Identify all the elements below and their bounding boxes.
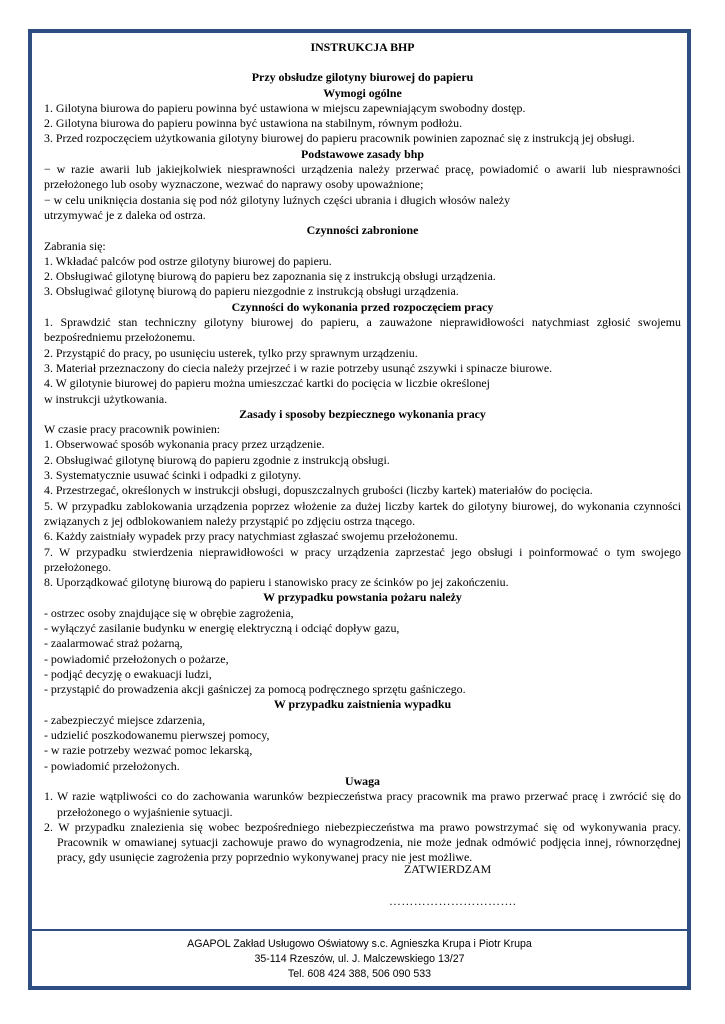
- document-title: INSTRUKCJA BHP: [310, 40, 415, 54]
- list-item: w instrukcji użytkowania.: [44, 391, 168, 406]
- list-item: 6. Każdy zaistniały wypadek przy pracy natychmiast zgłaszać swojemu przełożonemu.: [44, 529, 458, 544]
- list-item: - zabezpieczyć miejsce zdarzenia,: [44, 712, 206, 727]
- list-item: - ostrzec osoby znajdujące się w obrębie zagrożenia,: [44, 605, 294, 620]
- approval-label: ZATWIERDZAM: [404, 862, 492, 876]
- list-item: 4. Przestrzegać, określonych w instrukcji obsługi, dopuszczalnych grubości (liczby kartek) materiałów do pocięcia.: [44, 483, 593, 498]
- list-item: 2. Gilotyna biurowa do papieru powinna być ustawiona na stabilnym, równym podłożu.: [44, 116, 463, 131]
- footer-address: 35-114 Rzeszów, ul. J. Malczewskiego 13/27: [254, 953, 465, 966]
- document-body: [44, 40, 681, 908]
- list-item: 2. Obsługiwać gilotynę biurową do papieru zgodnie z instrukcją obsługi.: [44, 452, 390, 467]
- list-item: 1. W razie wątpliwości co do zachowania warunków bezpieczeństwa pracy pracownik ma prawo przerwać pracę i zwrócić się do przełożonego o wyjaśnienie sytuacji.: [44, 789, 681, 819]
- list-item: 5. W przypadku zablokowania urządzenia poprzez włożenie za dużej liczby kartek do gilotyny biurowej, do wykonania czynności związanych z jej odblokowaniem należy przystąpić po zdjęciu ostrza tnącego.: [44, 498, 681, 528]
- list-item: 2. Przystąpić do pracy, po usunięciu usterek, tylko przy sprawnym urządzeniu.: [44, 345, 418, 360]
- section-heading: Czynności zabronione: [306, 223, 419, 238]
- list-item: - podjąć decyzję o ewakuacji ludzi,: [44, 666, 212, 681]
- list-item: 4. W gilotynie biurowej do papieru można umieszczać kartki do pocięcia w liczbie określonej: [44, 376, 490, 391]
- list-item: 8. Uporządkować gilotynę biurową do papieru i stanowisko pracy ze ścinków po jej zakończeniu.: [44, 575, 509, 590]
- list-item: 3. Obsługiwać gilotynę biurową do papieru niezgodnie z instrukcją obsługi urządzenia.: [44, 284, 459, 299]
- list-item: 1. Obserwować sposób wykonania pracy przez urządzenie.: [44, 437, 325, 452]
- section-heading: Zasady i sposoby bezpiecznego wykonania pracy: [239, 406, 486, 421]
- list-item: − w razie awarii lub jakiejkolwiek niesprawności urządzenia należy przerwać pracę, powiadomić o awarii lub niesprawności przełożonego lub osoby wyznaczone, wezwać do naprawy osoby upoważnione;: [44, 162, 681, 192]
- list-item: - wyłączyć zasilanie budynku w energię elektryczną i odciąć dopływ gazu,: [44, 620, 400, 635]
- list-item: - udzielić poszkodowanemu pierwszej pomocy,: [44, 728, 270, 743]
- list-item: - powiadomić przełożonych.: [44, 758, 180, 773]
- list-item: 1. Sprawdzić stan techniczny gilotyny biurowej do papieru, a zauważone nieprawidłowości natychmiast zgłosić swojemu bezpośredniemu przełożonemu.: [44, 315, 681, 345]
- list-item: 3. Systematycznie usuwać ścinki i odpadki z gilotyny.: [44, 468, 302, 483]
- section-heading: Podstawowe zasady bhp: [301, 146, 424, 161]
- section-heading: Czynności do wykonania przed rozpoczęciem pracy: [231, 299, 494, 314]
- list-item: utrzymywać je z daleka od ostrza.: [44, 207, 206, 222]
- section-heading: W przypadku zaistnienia wypadku: [273, 697, 452, 712]
- list-item: 3. Materiał przeznaczony do ciecia należy przejrzeć i w razie potrzeby usunąć zszywki i spinacze biurowe.: [44, 360, 553, 375]
- list-item: - zaalarmować straż pożarną,: [44, 636, 183, 651]
- footer-phone: Tel. 608 424 388, 506 090 533: [287, 968, 432, 981]
- footer: [28, 937, 691, 983]
- list-item: 3. Przed rozpoczęciem użytkowania gilotyny biurowej do papieru pracownik powinien zapoznać się z instrukcją jej obsługi.: [44, 131, 635, 146]
- footer-divider: [28, 929, 691, 931]
- list-item: - przystąpić do prowadzenia akcji gaśniczej za pomocą podręcznego sprzętu gaśniczego.: [44, 682, 466, 697]
- section-intro: Zabrania się:: [44, 238, 106, 253]
- section-heading: Wymogi ogólne: [323, 85, 402, 100]
- list-item: 2. Obsługiwać gilotynę biurową do papieru bez zapoznania się z instrukcją obsługi urządzenia.: [44, 269, 496, 284]
- footer-company: AGAPOL Zakład Usługowo Oświatowy s.c. Agnieszka Krupa i Piotr Krupa: [187, 938, 532, 950]
- list-item: - powiadomić przełożonych o pożarze,: [44, 651, 229, 666]
- section-heading: Uwaga: [344, 773, 380, 788]
- section-heading: W przypadku powstania pożaru należy: [263, 590, 462, 605]
- list-item: 7. W przypadku stwierdzenia nieprawidłowości w pracy urządzenia zaprzestać jego obsługi i poinformować o tym swojego przełożonego.: [44, 544, 681, 574]
- list-item: 1. Wkładać palców pod ostrze gilotyny biurowej do papieru.: [44, 253, 332, 268]
- list-item: 1. Gilotyna biurowa do papieru powinna być ustawiona w miejscu zapewniającym swobodny dostęp.: [44, 100, 526, 115]
- list-item: − w celu uniknięcia dostania się pod nóż gilotyny luźnych części ubrania i długich włosów należy: [44, 192, 511, 207]
- list-item: - w razie potrzeby wezwać pomoc lekarską,: [44, 743, 253, 758]
- signature-line: ………………………….: [389, 894, 517, 908]
- list-item: 2. W przypadku znalezienia się wobec bezpośredniego niebezpieczeństwa ma prawo powstrzymać się od wykonywania pracy. Pracownik w omawianej sytuacji zachowuje prawo do wynagrodzenia, nie może jednak odmówić podjęcia innej, równorzędnej pracy, gdy usunięcie zagrożenia przy poprzednio wykonywanej pracy nie jest możliwe.: [44, 819, 681, 865]
- section-intro: W czasie pracy pracownik powinien:: [44, 422, 221, 437]
- document-subtitle: Przy obsłudze gilotyny biurowej do papieru: [251, 70, 474, 85]
